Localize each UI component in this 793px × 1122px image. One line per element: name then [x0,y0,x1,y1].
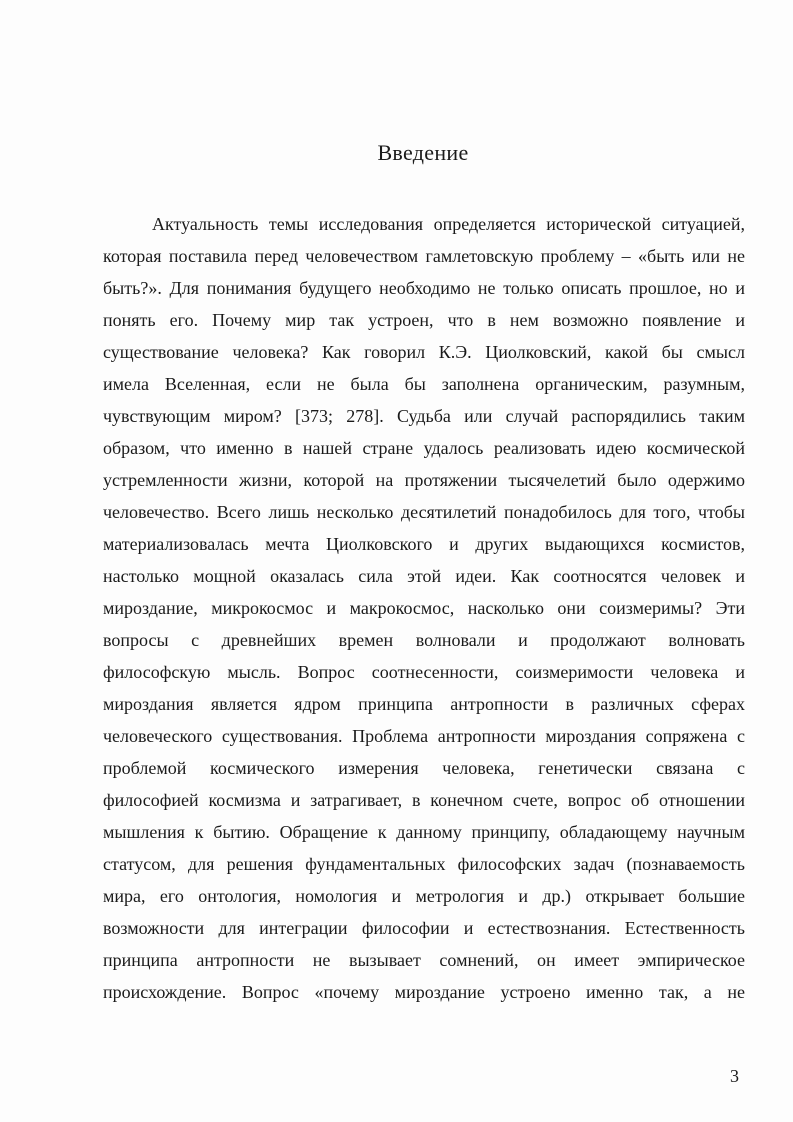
text-line: человечество. Всего лишь несколько десятилетий понадобилось для того, чтобы [103,502,745,522]
text-line: мышления к бытию. Обращение к данному принципу, обладающему научным [103,822,745,842]
text-line: принципа антропности не вызывает сомнений, он имеет эмпирическое [103,950,745,970]
page-title: Введение [377,140,469,165]
text-line: происхождение. Вопрос «почему мироздание устроено именно так, а не [103,982,745,1002]
text-line: возможности для интеграции философии и естествознания. Естественность [103,918,745,938]
text-line: проблемой космического измерения человека, генетически связана с [103,758,745,778]
text-line: чувствующим миром? [373; 278]. Судьба или случай распорядились таким [103,406,745,426]
page-number: 3 [730,1066,739,1086]
text-line: понять его. Почему мир так устроен, что в нем возможно появление и [103,310,745,330]
text-line: имела Вселенная, если не была бы заполнена органическим, разумным, [103,374,745,394]
text-line: философскую мысль. Вопрос соотнесенности, соизмеримости человека и [103,662,745,682]
text-line: мироздание, микрокосмос и макрокосмос, насколько они соизмеримы? Эти [103,598,745,618]
text-line: мироздания является ядром принципа антропности в различных сферах [103,694,745,714]
text-line: устремленности жизни, которой на протяжении тысячелетий было одержимо [103,470,745,490]
text-line: настолько мощной оказалась сила этой идеи. Как соотносятся человек и [103,566,745,586]
text-line: статусом, для решения фундаментальных философских задач (познаваемость [103,854,745,874]
text-line: мира, его онтология, номология и метрология и др.) открывает большие [103,886,745,906]
text-line: человеческого существования. Проблема антропности мироздания сопряжена с [103,726,745,746]
text-line: вопросы с древнейших времен волновали и продолжают волновать [103,630,745,650]
text-line: Актуальность темы исследования определяется исторической ситуацией, [152,214,745,234]
text-line: быть?». Для понимания будущего необходимо не только описать прошлое, но и [103,278,745,298]
text-line: существование человека? Как говорил К.Э. Циолковский, какой бы смысл [103,342,745,362]
text-line: образом, что именно в нашей стране удалось реализовать идею космической [103,438,745,458]
text-line: философией космизма и затрагивает, в конечном счете, вопрос об отношении [103,790,745,810]
text-line: материализовалась мечта Циолковского и других выдающихся космистов, [103,534,745,554]
text-line: которая поставила перед человечеством гамлетовскую проблему – «быть или не [103,246,745,266]
